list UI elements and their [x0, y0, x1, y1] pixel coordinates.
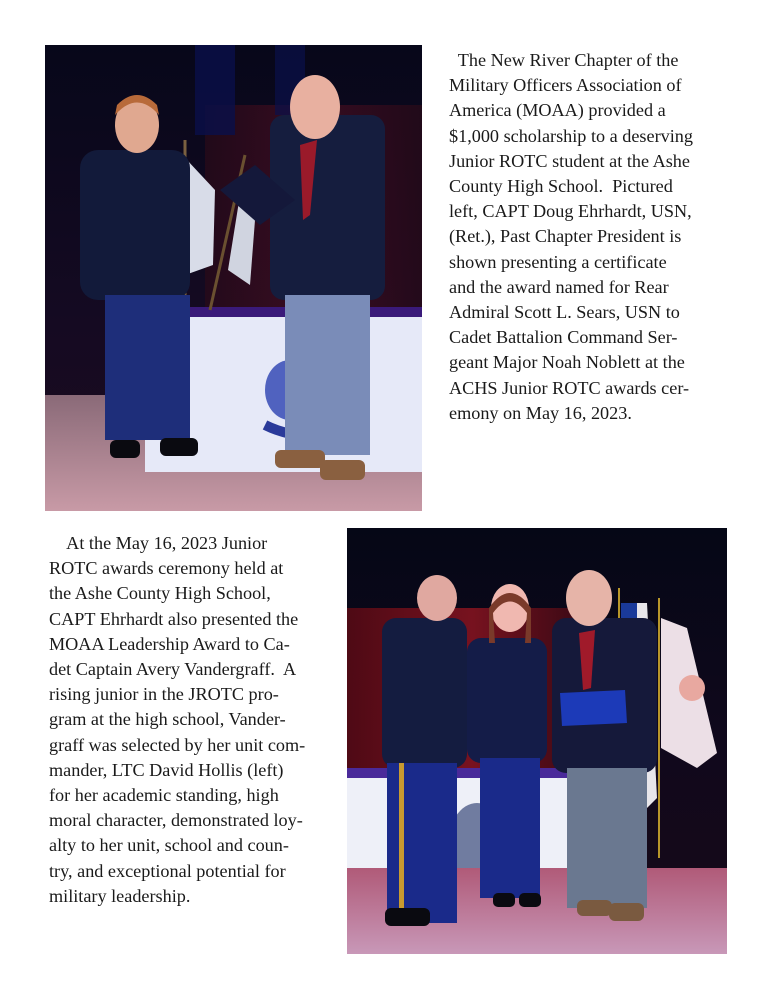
text-line: CAPT Ehrhardt also presented the	[49, 608, 299, 629]
text-line: ROTC awards ceremony held at	[49, 558, 284, 579]
text-line: for her academic standing, high	[49, 785, 279, 806]
text-line: the Ashe County High School,	[49, 583, 271, 604]
text-line: emony on May 16, 2023.	[449, 402, 632, 423]
text-line: At the May 16, 2023 Junior	[49, 533, 268, 553]
text-line: and the award named for Rear	[449, 276, 669, 297]
text-line: shown presenting a certificate	[449, 251, 667, 272]
text-line: (Ret.), Past Chapter President is	[449, 226, 682, 247]
photo-2-illustration	[347, 528, 727, 954]
text-line: ACHS Junior ROTC awards cer-	[449, 377, 690, 398]
photo-scholarship-presentation	[45, 45, 422, 511]
text-line: mander, LTC David Hollis (left)	[49, 759, 284, 780]
photo-leadership-award	[347, 528, 727, 954]
text-line: left, CAPT Doug Ehrhardt, USN,	[449, 201, 692, 222]
text-line: rising junior in the JROTC pro-	[49, 684, 279, 705]
text-line: MOAA Leadership Award to Ca-	[49, 633, 290, 654]
article-paragraph-2	[49, 531, 305, 909]
text-line: Cadet Battalion Command Ser-	[449, 327, 678, 348]
text-line: moral character, demonstrated loy-	[49, 810, 303, 831]
text-line: Admiral Scott L. Sears, USN to	[449, 302, 680, 323]
text-line: military leadership.	[49, 885, 191, 906]
article-paragraph-1	[449, 48, 693, 426]
text-line: geant Major Noah Noblett at the	[449, 352, 685, 373]
text-line: try, and exceptional potential for	[49, 860, 286, 881]
text-line: County High School. Pictured	[449, 176, 673, 197]
text-line: America (MOAA) provided a	[449, 100, 666, 121]
text-line: Junior ROTC student at the Ashe	[449, 150, 690, 171]
photo-1-illustration	[45, 45, 422, 511]
text-line: det Captain Avery Vandergraff. A	[49, 659, 297, 680]
text-line: gram at the high school, Vander-	[49, 709, 286, 730]
text-line: Military Officers Association of	[449, 75, 682, 96]
text-line: $1,000 scholarship to a deserving	[449, 125, 693, 146]
text-line: graff was selected by her unit com-	[49, 734, 306, 755]
text-line: The New River Chapter of the	[449, 50, 679, 70]
text-line: alty to her unit, school and coun-	[49, 835, 289, 856]
